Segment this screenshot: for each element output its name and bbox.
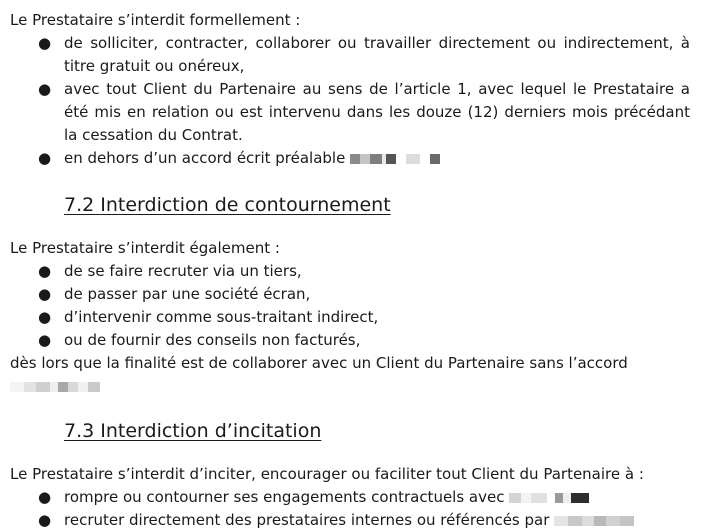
list-item	[10, 329, 690, 352]
list-item-text: rompre ou contourner ses engagements contractuels avec	[64, 488, 505, 506]
bullet-icon: ●	[38, 331, 52, 349]
list-item-text: d’intervenir comme sous-traitant indirect,	[64, 308, 379, 326]
bullet-icon: ●	[38, 262, 52, 280]
redacted-text	[10, 382, 100, 392]
list-item-text: de solliciter, contracter, collaborer ou travailler directement ou indirectement, à titre gratuit ou onéreux,	[64, 34, 690, 75]
list-item	[10, 260, 690, 283]
list-item-text: recruter directement des prestataires internes ou référencés par	[64, 511, 550, 529]
list-item-text: avec tout Client du Partenaire au sens de l’article 1, avec lequel le Prestataire a été mis en relation ou est intervenu dans les douze (12) derniers mois précédant la cessation du Contrat.	[64, 80, 690, 144]
list-item-text: de passer par une société écran,	[64, 285, 311, 303]
list-item	[10, 147, 690, 170]
intro-paragraph: Le Prestataire s’interdit formellement :	[10, 11, 301, 29]
prohibition-list	[10, 32, 690, 170]
intro-paragraph: Le Prestataire s’interdit d’inciter, encourager ou faciliter tout Client du Partenaire à :	[10, 465, 644, 483]
list-item	[10, 78, 690, 147]
bullet-icon: ●	[38, 149, 52, 167]
bullet-icon: ●	[38, 511, 52, 529]
bullet-icon: ●	[38, 80, 52, 98]
redacted-text	[509, 493, 589, 503]
list-item-text: en dehors d’un accord écrit préalable	[64, 149, 346, 167]
closing-paragraph	[10, 352, 690, 398]
closing-text: dès lors que la finalité est de collaborer avec un Client du Partenaire sans l’accord	[10, 354, 628, 372]
section-heading-7-3: 7.3 Interdiction d’incitation	[64, 420, 322, 442]
list-item	[10, 486, 690, 509]
circumvention-list	[10, 260, 690, 352]
document-body	[10, 9, 690, 532]
redacted-text	[350, 154, 440, 164]
bullet-icon: ●	[38, 308, 52, 326]
bullet-icon: ●	[38, 285, 52, 303]
list-item	[10, 32, 690, 78]
redacted-text	[554, 516, 634, 526]
bullet-icon: ●	[38, 34, 52, 52]
section-heading-7-2: 7.2 Interdiction de contournement	[64, 194, 391, 216]
list-item	[10, 509, 690, 532]
list-item-text: de se faire recruter via un tiers,	[64, 262, 302, 280]
list-item	[10, 283, 690, 306]
list-item	[10, 306, 690, 329]
bullet-icon: ●	[38, 488, 52, 506]
incitement-list	[10, 486, 690, 532]
list-item-text: ou de fournir des conseils non facturés,	[64, 331, 361, 349]
intro-paragraph: Le Prestataire s’interdit également :	[10, 239, 280, 257]
